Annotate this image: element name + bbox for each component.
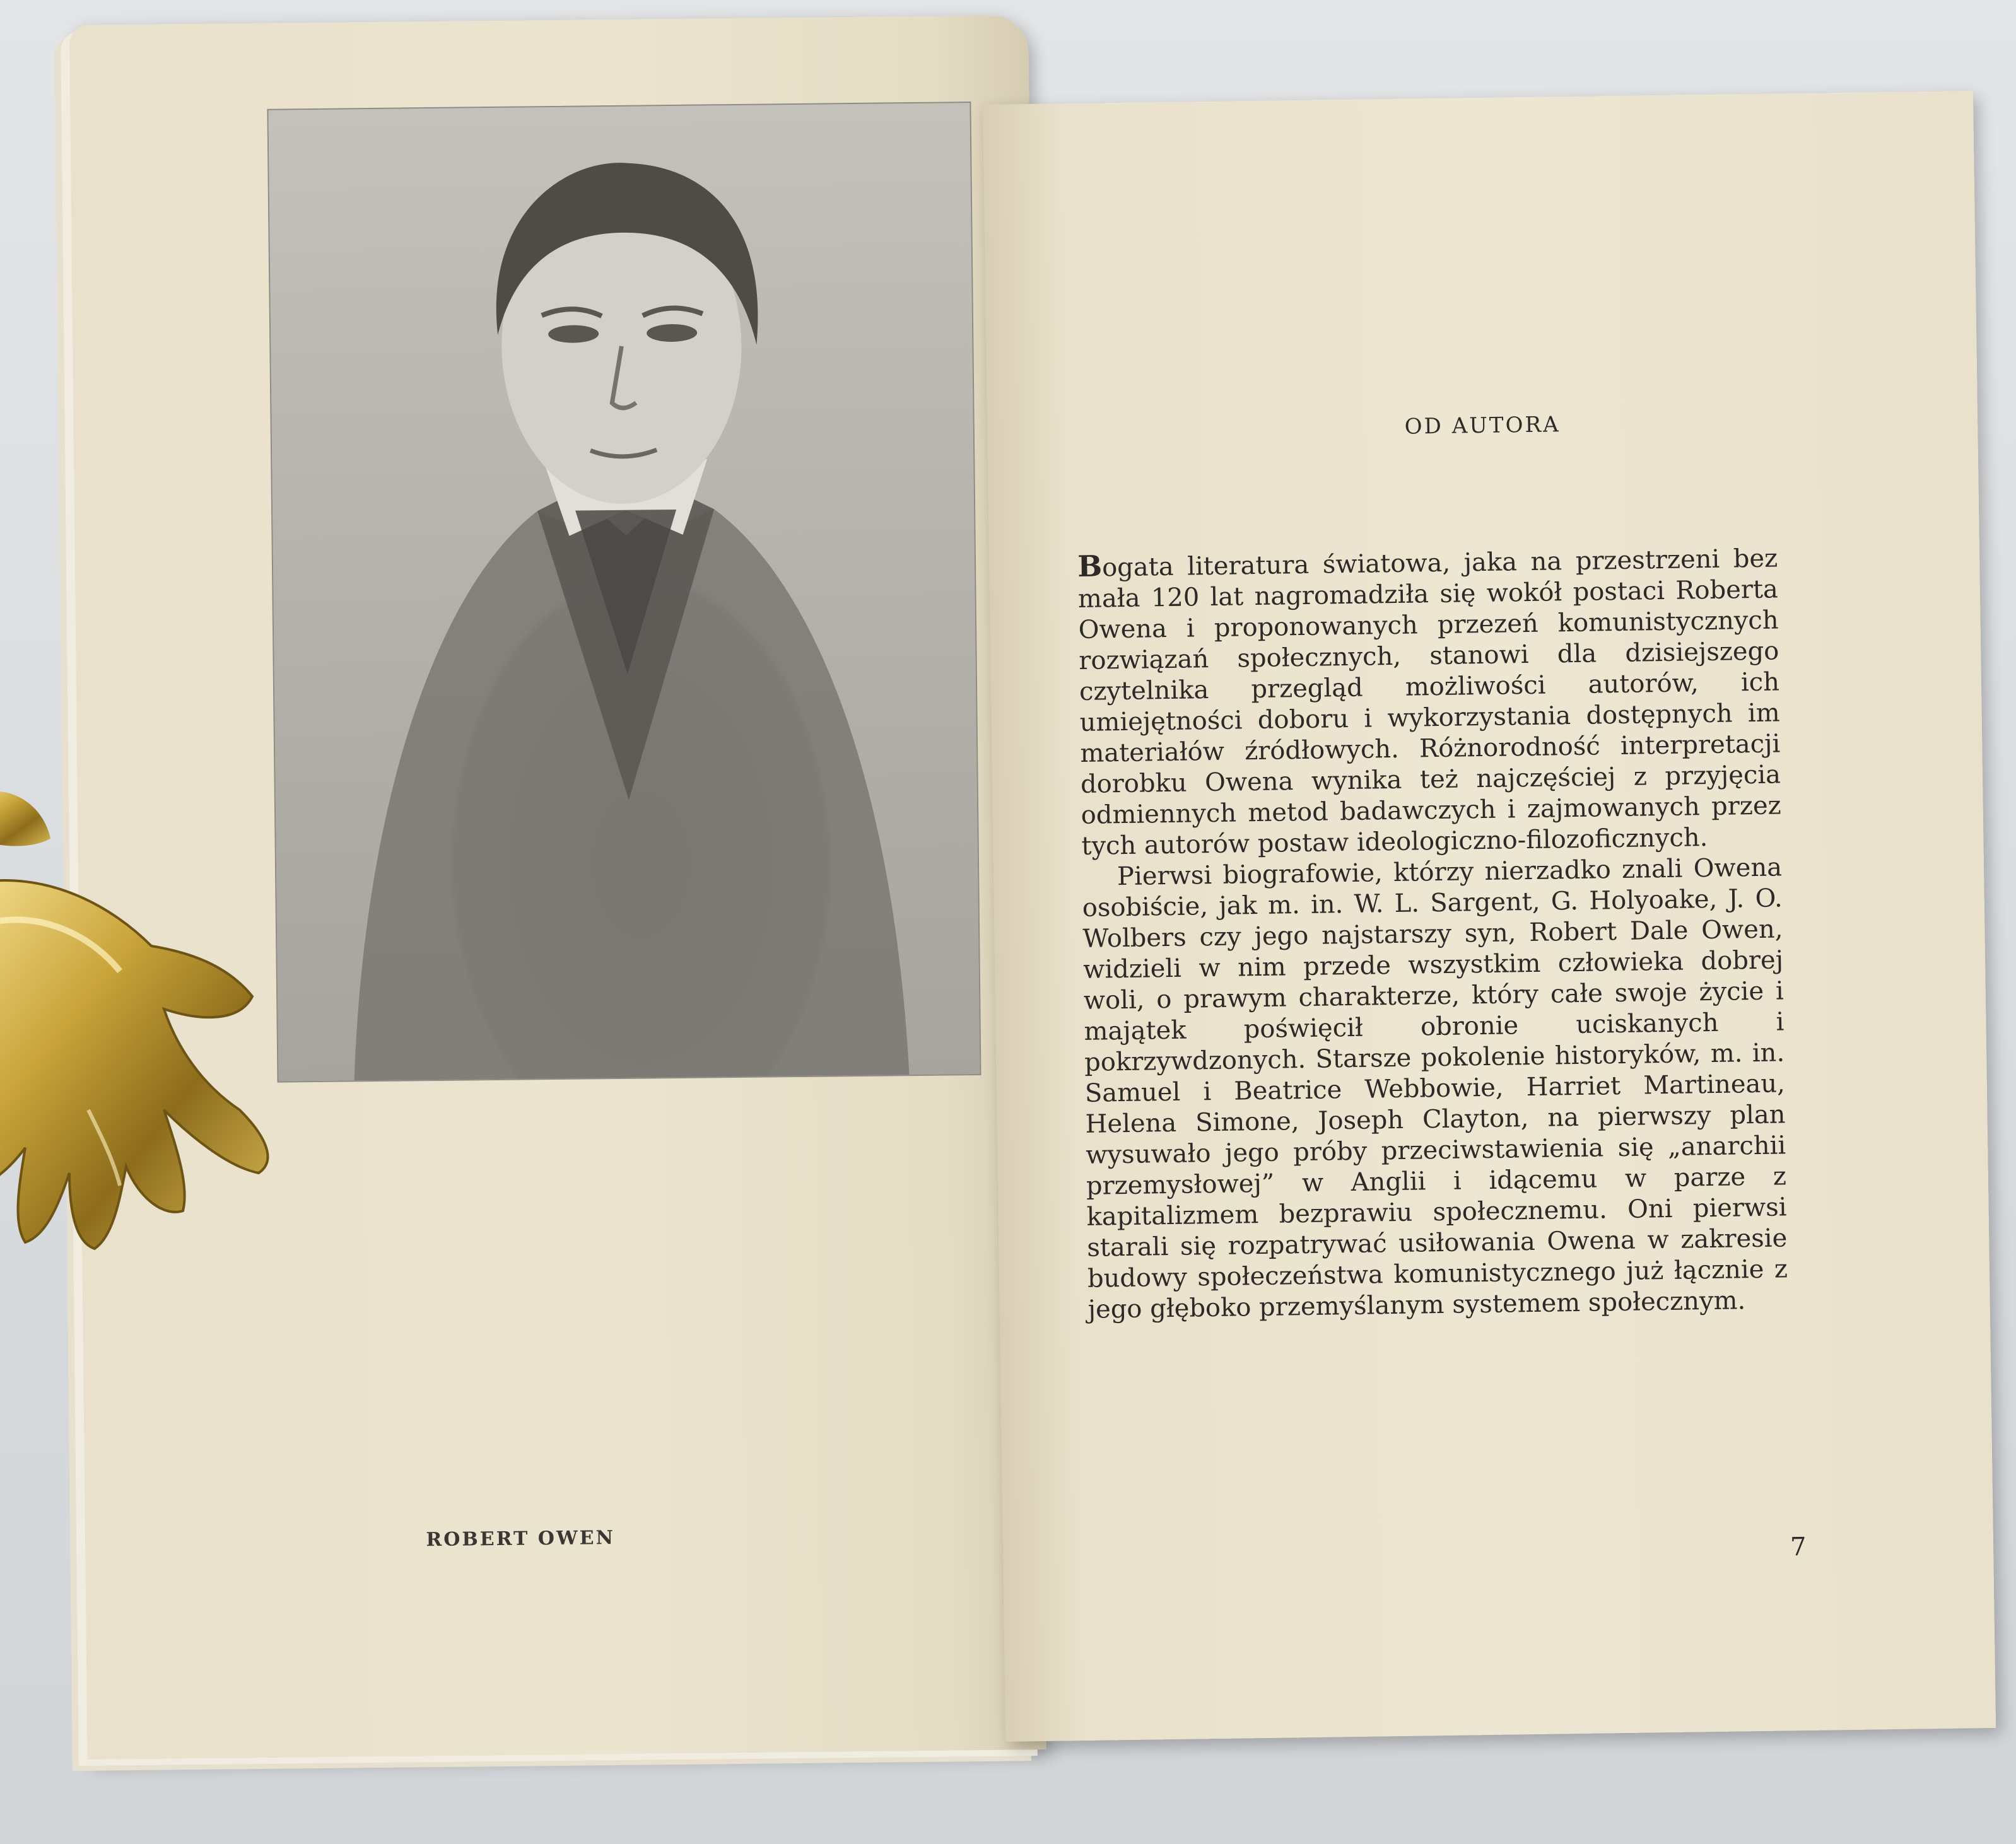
- portrait-illustration: [268, 103, 980, 1082]
- right-page: [983, 91, 1996, 1742]
- brass-hand-paperweight: [0, 757, 328, 1312]
- page-number: 7: [1790, 1532, 1807, 1562]
- paragraph-1-text: ogata literatura światowa, jaka na przestrzeni bez mała 120 lat nagromadziła się wokół postaci Roberta Owena i proponowanych przezeń komunistycznych rozwiązań społecznych, stanowi dla dzisiejszego czytelnika przegląd możliwości autorów, ich umiejętności doboru i wykorzystania dostępnych im materiałów źródłowych. Różnorodność interpretacji dorobku Owena wynika też najczęściej z przyjęcia odmiennych metod badawczych i zajmowanych przez tych autorów postaw ideologiczno-filozoficznych.: [1077, 544, 1781, 861]
- body-text: [1077, 541, 1788, 1325]
- paragraph-1: [1077, 541, 1782, 861]
- drop-cap: B: [1077, 549, 1103, 583]
- portrait-caption: ROBERT OWEN: [426, 1527, 616, 1551]
- portrait-engraving: [267, 102, 981, 1083]
- paragraph-2: Pierwsi biografowie, którzy nierzadko znali Owena osobiście, jak m. in. W. L. Sargent, G. Holyoake, J. O. Wolbers czy jego najstarszy syn, Robert Dale Owen, widzieli w nim przede wszystkim człowieka dobrej woli, o prawym charakterze, który całe swoje życie i majątek poświęcił obronie uciskanych i pokrzywdzonych. Starsze pokolenie historyków, m. in. Samuel i Beatrice Webbowie, Harriet Martineau, Helena Simone, Joseph Clayton, na pierwszy plan wysuwało jego próby przeciwstawienia się „anarchii przemysłowej” w Anglii i idącemu w parze z kapitalizmem bezprawiu społecznemu. Oni pierwsi starali się rozpatrywać usiłowania Owena w zakresie budowy społeczeństwa komunistycznego już łącznie z jego głęboko przemyślanym systemem społecznym.: [1082, 853, 1788, 1324]
- chapter-title: OD AUTORA: [1404, 412, 1561, 440]
